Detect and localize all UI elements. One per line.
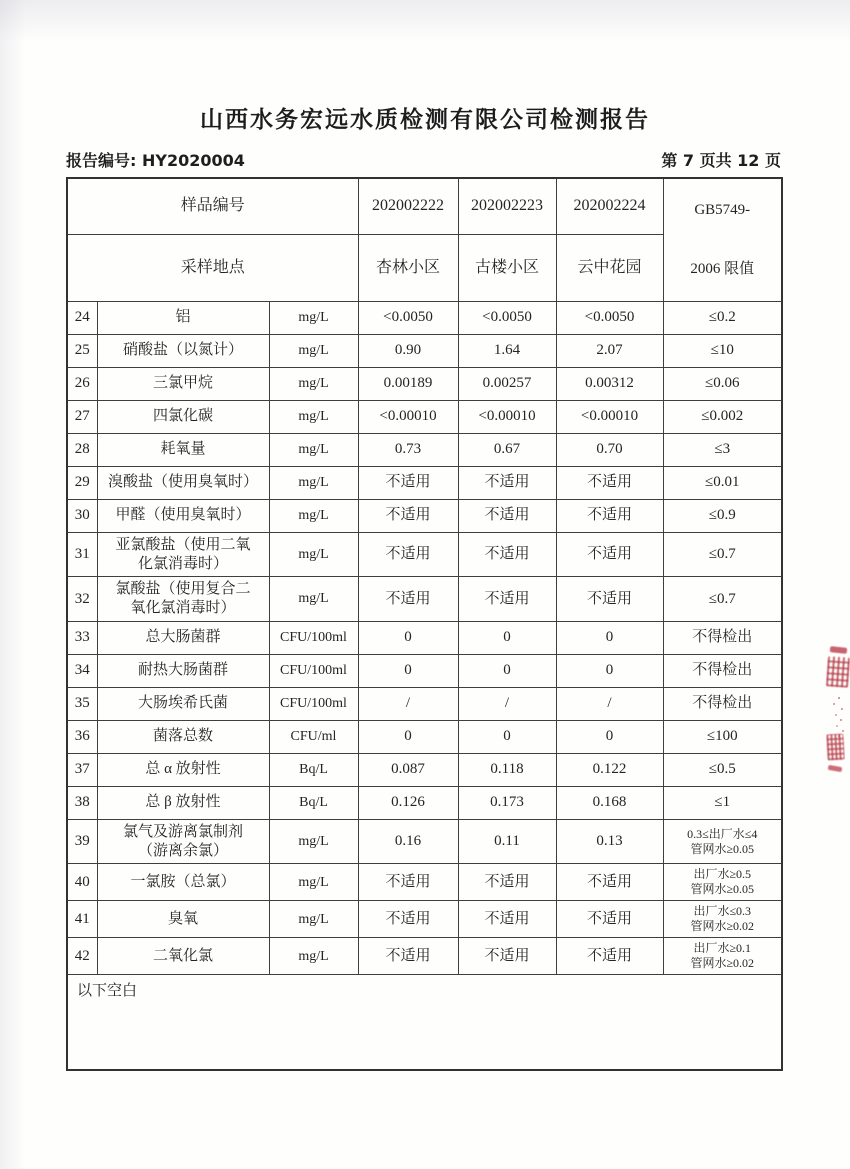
param-name: 耗氧量 xyxy=(97,433,269,466)
sample-id-2: 202002223 xyxy=(458,178,556,234)
param-name: 一氯胺（总氯） xyxy=(97,864,269,901)
value-sample-2: 0.67 xyxy=(458,433,556,466)
limit-value: 0.3≤出厂水≤4 管网水≥0.05 xyxy=(663,819,782,864)
value-sample-1: 不适用 xyxy=(358,499,458,532)
row-number: 32 xyxy=(67,577,97,622)
row-number: 35 xyxy=(67,687,97,720)
limit-value: ≤0.06 xyxy=(663,367,782,400)
value-sample-1: 不适用 xyxy=(358,938,458,975)
table-row xyxy=(67,654,782,687)
value-sample-2: 不适用 xyxy=(458,466,556,499)
seal-mark-icon xyxy=(826,656,850,687)
table-row xyxy=(67,577,782,622)
param-name: 总大肠菌群 xyxy=(97,621,269,654)
value-sample-3: 0.70 xyxy=(556,433,663,466)
value-sample-1: <0.0050 xyxy=(358,301,458,334)
value-sample-3: 不适用 xyxy=(556,901,663,938)
row-number: 34 xyxy=(67,654,97,687)
param-name: 亚氯酸盐（使用二氧 化氯消毒时） xyxy=(97,532,269,577)
seal-mark-icon xyxy=(826,734,844,761)
location-2: 古楼小区 xyxy=(458,234,556,301)
param-name: 甲醛（使用臭氧时） xyxy=(97,499,269,532)
value-sample-3: 不适用 xyxy=(556,864,663,901)
value-sample-3: 不适用 xyxy=(556,938,663,975)
row-number: 33 xyxy=(67,621,97,654)
table-row xyxy=(67,532,782,577)
limit-value: ≤3 xyxy=(663,433,782,466)
unit: mg/L xyxy=(269,334,358,367)
value-sample-3: 0.168 xyxy=(556,786,663,819)
limit-value: ≤0.7 xyxy=(663,577,782,622)
row-number: 36 xyxy=(67,720,97,753)
value-sample-1: 0 xyxy=(358,621,458,654)
row-number: 25 xyxy=(67,334,97,367)
limit-value: ≤10 xyxy=(663,334,782,367)
row-number: 28 xyxy=(67,433,97,466)
table-row xyxy=(67,864,782,901)
unit: CFU/100ml xyxy=(269,654,358,687)
param-name: 硝酸盐（以氮计） xyxy=(97,334,269,367)
row-number: 26 xyxy=(67,367,97,400)
table-row xyxy=(67,621,782,654)
value-sample-2: 不适用 xyxy=(458,864,556,901)
limit-value: 出厂水≥0.1 管网水≥0.02 xyxy=(663,938,782,975)
table-row xyxy=(67,687,782,720)
param-name: 大肠埃希氏菌 xyxy=(97,687,269,720)
row-number: 42 xyxy=(67,938,97,975)
row-number: 41 xyxy=(67,901,97,938)
table-row xyxy=(67,466,782,499)
limit-value: ≤0.2 xyxy=(663,301,782,334)
value-sample-3: <0.00010 xyxy=(556,400,663,433)
limit-value: ≤0.5 xyxy=(663,753,782,786)
unit: CFU/100ml xyxy=(269,687,358,720)
limit-value: 出厂水≥0.5 管网水≥0.05 xyxy=(663,864,782,901)
unit: CFU/ml xyxy=(269,720,358,753)
unit: mg/L xyxy=(269,901,358,938)
unit: mg/L xyxy=(269,819,358,864)
meta-row xyxy=(66,148,781,171)
param-name: 二氧化氯 xyxy=(97,938,269,975)
location-1: 杏林小区 xyxy=(358,234,458,301)
unit: mg/L xyxy=(269,466,358,499)
row-number: 38 xyxy=(67,786,97,819)
value-sample-1: 0 xyxy=(358,654,458,687)
row-number: 24 xyxy=(67,301,97,334)
value-sample-2: 不适用 xyxy=(458,938,556,975)
unit: mg/L xyxy=(269,938,358,975)
location-label: 采样地点 xyxy=(67,234,358,301)
value-sample-1: 0.16 xyxy=(358,819,458,864)
param-name: 氯酸盐（使用复合二 氧化氯消毒时） xyxy=(97,577,269,622)
param-name: 菌落总数 xyxy=(97,720,269,753)
unit: CFU/100ml xyxy=(269,621,358,654)
row-number: 40 xyxy=(67,864,97,901)
value-sample-3: <0.0050 xyxy=(556,301,663,334)
limit-value: ≤100 xyxy=(663,720,782,753)
value-sample-1: 不适用 xyxy=(358,577,458,622)
sample-id-3: 202002224 xyxy=(556,178,663,234)
red-seal-fragment xyxy=(816,642,850,784)
value-sample-1: 0.90 xyxy=(358,334,458,367)
table-row xyxy=(67,819,782,864)
value-sample-2: 0 xyxy=(458,621,556,654)
seal-mark-icon xyxy=(836,694,838,696)
seal-mark-icon xyxy=(828,765,843,772)
value-sample-2: 0 xyxy=(458,654,556,687)
row-number: 29 xyxy=(67,466,97,499)
value-sample-2: 不适用 xyxy=(458,532,556,577)
value-sample-1: / xyxy=(358,687,458,720)
standard-limit-header xyxy=(663,178,782,301)
limit-value: ≤0.9 xyxy=(663,499,782,532)
value-sample-1: 不适用 xyxy=(358,864,458,901)
results-table xyxy=(66,177,783,1071)
table-row xyxy=(67,433,782,466)
param-name: 氯气及游离氯制剂 （游离余氯） xyxy=(97,819,269,864)
value-sample-2: <0.0050 xyxy=(458,301,556,334)
row-number: 31 xyxy=(67,532,97,577)
value-sample-2: 0.00257 xyxy=(458,367,556,400)
limit-value: ≤0.7 xyxy=(663,532,782,577)
unit: mg/L xyxy=(269,499,358,532)
standard-name: GB5749- xyxy=(694,201,751,218)
value-sample-3: 不适用 xyxy=(556,577,663,622)
value-sample-1: 0.73 xyxy=(358,433,458,466)
param-name: 溴酸盐（使用臭氧时） xyxy=(97,466,269,499)
limit-value: 不得检出 xyxy=(663,621,782,654)
table-row xyxy=(67,786,782,819)
value-sample-2: 不适用 xyxy=(458,577,556,622)
unit: Bq/L xyxy=(269,753,358,786)
scan-artifact-left xyxy=(0,0,26,1169)
value-sample-3: 2.07 xyxy=(556,334,663,367)
row-number: 30 xyxy=(67,499,97,532)
table-row xyxy=(67,334,782,367)
param-name: 臭氧 xyxy=(97,901,269,938)
limit-value: ≤0.01 xyxy=(663,466,782,499)
value-sample-1: 0 xyxy=(358,720,458,753)
sample-id-label: 样品编号 xyxy=(67,178,358,234)
scan-artifact-top xyxy=(0,0,850,42)
page-indicator: 第 7 页共 12 页 xyxy=(661,151,781,170)
value-sample-2: 0 xyxy=(458,720,556,753)
value-sample-3: 不适用 xyxy=(556,499,663,532)
value-sample-2: 不适用 xyxy=(458,901,556,938)
row-number: 37 xyxy=(67,753,97,786)
table-row xyxy=(67,367,782,400)
table-row xyxy=(67,499,782,532)
table-row xyxy=(67,753,782,786)
limit-value: 不得检出 xyxy=(663,654,782,687)
unit: mg/L xyxy=(269,433,358,466)
table-body xyxy=(67,301,782,975)
value-sample-1: 0.00189 xyxy=(358,367,458,400)
param-name: 三氯甲烷 xyxy=(97,367,269,400)
value-sample-1: 不适用 xyxy=(358,532,458,577)
value-sample-2: / xyxy=(458,687,556,720)
value-sample-3: 0 xyxy=(556,720,663,753)
value-sample-3: 0 xyxy=(556,621,663,654)
page-title: 山西水务宏远水质检测有限公司检测报告 xyxy=(200,107,650,133)
value-sample-2: 1.64 xyxy=(458,334,556,367)
row-number: 39 xyxy=(67,819,97,864)
value-sample-3: / xyxy=(556,687,663,720)
param-name: 耐热大肠菌群 xyxy=(97,654,269,687)
limit-value: ≤0.002 xyxy=(663,400,782,433)
value-sample-1: 不适用 xyxy=(358,901,458,938)
unit: mg/L xyxy=(269,864,358,901)
table-row xyxy=(67,720,782,753)
value-sample-2: 0.118 xyxy=(458,753,556,786)
standard-limit-label: 2006 限值 xyxy=(690,261,755,278)
param-name: 总 α 放射性 xyxy=(97,753,269,786)
unit: Bq/L xyxy=(269,786,358,819)
sample-id-1: 202002222 xyxy=(358,178,458,234)
limit-value: 出厂水≤0.3 管网水≥0.02 xyxy=(663,901,782,938)
value-sample-1: <0.00010 xyxy=(358,400,458,433)
unit: mg/L xyxy=(269,532,358,577)
header-row-sample-id xyxy=(67,178,782,234)
unit: mg/L xyxy=(269,400,358,433)
value-sample-2: 0.173 xyxy=(458,786,556,819)
limit-value: 不得检出 xyxy=(663,687,782,720)
unit: mg/L xyxy=(269,301,358,334)
table-row xyxy=(67,301,782,334)
param-name: 铝 xyxy=(97,301,269,334)
limit-value: ≤1 xyxy=(663,786,782,819)
value-sample-3: 不适用 xyxy=(556,466,663,499)
blank-row xyxy=(67,975,782,1070)
table-row xyxy=(67,400,782,433)
table-row xyxy=(67,901,782,938)
value-sample-1: 0.087 xyxy=(358,753,458,786)
param-name: 四氯化碳 xyxy=(97,400,269,433)
row-number: 27 xyxy=(67,400,97,433)
param-name: 总 β 放射性 xyxy=(97,786,269,819)
location-3: 云中花园 xyxy=(556,234,663,301)
value-sample-3: 0.122 xyxy=(556,753,663,786)
seal-mark-icon xyxy=(830,646,848,654)
value-sample-1: 不适用 xyxy=(358,466,458,499)
value-sample-3: 不适用 xyxy=(556,532,663,577)
report-number: 报告编号: HY2020004 xyxy=(66,151,245,170)
table-row xyxy=(67,938,782,975)
unit: mg/L xyxy=(269,367,358,400)
value-sample-3: 0.00312 xyxy=(556,367,663,400)
value-sample-1: 0.126 xyxy=(358,786,458,819)
value-sample-2: 不适用 xyxy=(458,499,556,532)
below-blank-note: 以下空白 xyxy=(67,975,782,1070)
value-sample-2: 0.11 xyxy=(458,819,556,864)
value-sample-2: <0.00010 xyxy=(458,400,556,433)
value-sample-3: 0.13 xyxy=(556,819,663,864)
value-sample-3: 0 xyxy=(556,654,663,687)
unit: mg/L xyxy=(269,577,358,622)
